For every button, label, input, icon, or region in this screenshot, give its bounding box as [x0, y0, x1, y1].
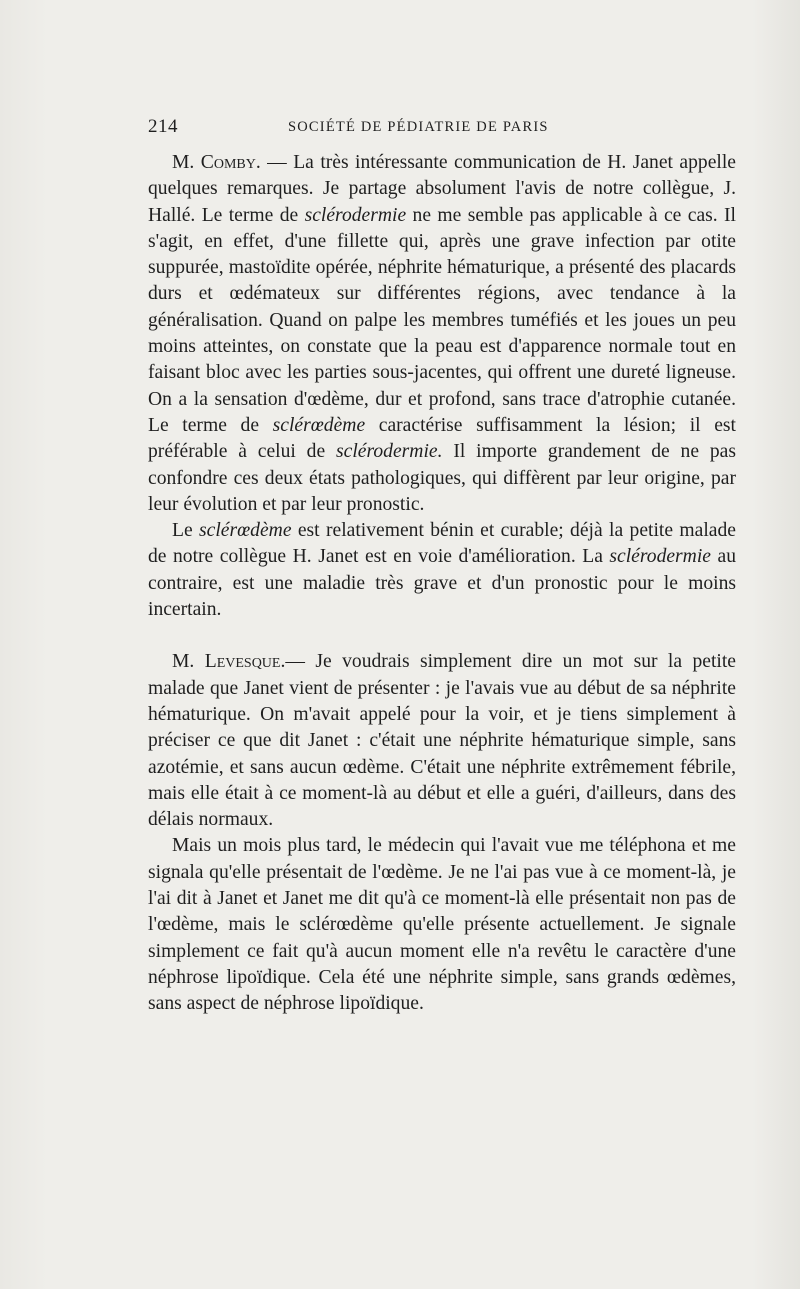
page-number: 214	[148, 116, 178, 137]
speaker-dash: —	[260, 152, 294, 173]
italic-term: sclérodermie.	[336, 441, 443, 463]
text-run: Mais un mois plus tard, le médecin qui l'avait vue me téléphona et me signala qu'elle présentait de l'œdème. Je ne l'ai pas vue à ce moment-là, je l'ai dit à Janet et Janet me dit qu'à ce moment-là elle présentait non pas de l'œdème, mais le sclérœdème qu'elle présente actuellement. Je signale simplement ce fait qu'à aucun moment elle n'a revêtu le caractère d'une néphrose lipoïdique. Cela été une néphrite simple, sans grands œdèmes, sans aspect de néphrose lipoïdique.	[148, 835, 736, 1015]
text-run: ne me semble pas applicable à ce cas. Il s'agit, en effet, d'une fillette qui, après une grave infection par otite suppurée, mastoïdite opérée, néphrite hématurique, a présenté des placards durs et œdémateux sur différentes régions, avec tendance à la généralisation. Quand on palpe les membres tuméfiés et les joues un peu moins atteintes, on constate que la peau est d'apparence normale tout en faisant bloc avec les parties sous-jacentes, qui offrent une dureté ligneuse. On a la sensation d'œdème, dur et profond, sans trace d'atrophie cutanée. Le terme de	[148, 204, 737, 436]
text-run: Le	[172, 520, 200, 542]
italic-term: sclérœdème	[272, 414, 366, 436]
italic-term: sclérœdème	[199, 520, 292, 542]
running-title: SOCIÉTÉ DE PÉDIATRIE DE PARIS	[288, 119, 549, 135]
text-run: La très intéressante communication de H. Janet appelle quelques remarques. Je partage absolument l'avis de notre collègue, J. Hallé. Le terme de	[148, 152, 736, 226]
text-run: caractérise suffisamment la lésion; il est préférable à celui de	[148, 414, 736, 463]
paragraph-levesque-continued	[148, 833, 736, 1017]
italic-term: sclérodermie	[304, 204, 407, 226]
paragraph-sclerodeme	[148, 518, 736, 623]
paragraph-levesque	[148, 649, 736, 833]
text-run: au contraire, est une maladie très grave et d'un pronostic pour le moins incertain.	[148, 546, 736, 621]
body-text	[148, 150, 736, 1018]
paragraph-comby	[148, 150, 736, 518]
text-run: est relativement bénin et curable; déjà la petite malade de notre collègue H. Janet est en voie d'amélioration. La	[148, 520, 736, 568]
speaker-name: M. Levesque.	[172, 651, 286, 673]
italic-term: sclérodermie	[609, 546, 711, 568]
speaker-dash: —	[285, 651, 316, 673]
speaker-name: M. Comby.	[172, 152, 261, 173]
page-header	[148, 116, 736, 144]
text-run: Il importe grandement de ne pas confondre ces deux états pathologiques, qui diffèrent par leur origine, par leur évolution et par leur pronostic.	[148, 441, 736, 515]
text-run: Je voudrais simplement dire un mot sur la petite malade que Janet vient de présenter : je l'avais vue au début de sa néphrite hématurique. On m'avait appelé pour la voir, et je tiens simplement à préciser ce que dit Janet : c'était une néphrite hématurique simple, sans azotémie, et sans aucun œdème. C'était une néphrite extrêmement fébrile, mais elle était à ce moment-là au début et elle a guéri, d'ailleurs, dans des délais normaux.	[148, 651, 736, 831]
